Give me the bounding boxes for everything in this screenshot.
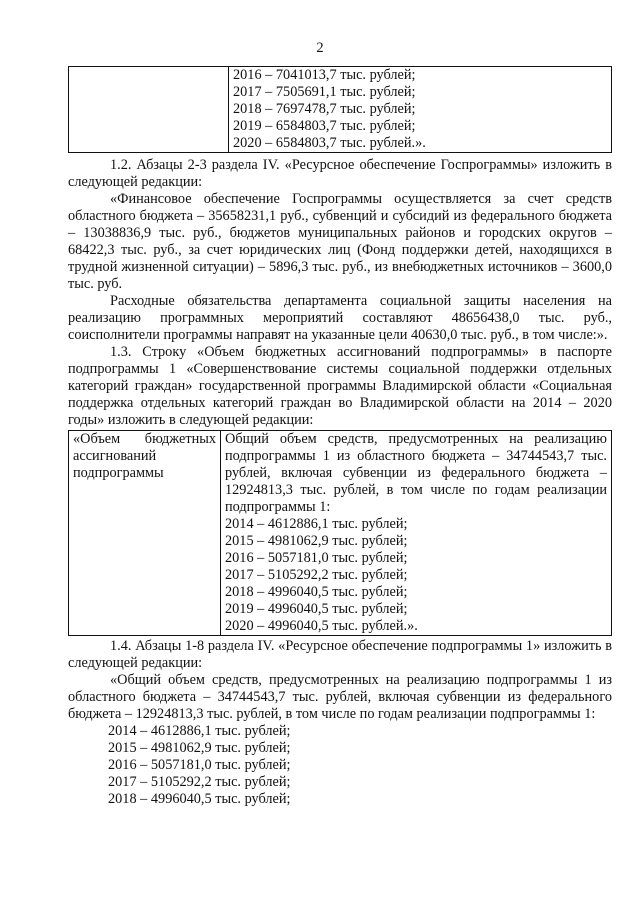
year-line: 2018 – 7697478,7 тыс. рублей;	[233, 101, 416, 117]
year-line: 2017 – 5105292,2 тыс. рублей;	[225, 567, 408, 583]
year-line: 2016 – 5057181,0 тыс. рублей;	[225, 550, 408, 566]
section-1-2-paragraph-1: «Финансовое обеспечение Госпрограммы осуществляется за счет средств областного бюджета – 35658231,1 руб., субвенций и субсидий из федерального бюджета – 13038836,9 тыс. руб., бюджетов муниципальных районов и городских округов – 68422,3 тыс. руб., за счет юридических лиц (Фонд поддержки детей, находящихся в трудной жизненной ситуации) – 5896,3 тыс. руб., из внебюджетных источников – 3600,0 тыс. руб.	[68, 191, 612, 292]
year-line: 2020 – 6584803,7 тыс. рублей.».	[233, 135, 426, 151]
year-line: 2015 – 4981062,9 тыс. рублей;	[108, 740, 291, 756]
year-line: 2018 – 4996040,5 тыс. рублей;	[108, 791, 291, 807]
funding-by-year-table-continuation	[68, 66, 612, 153]
year-line: 2015 – 4981062,9 тыс. рублей;	[225, 533, 408, 549]
year-line: 2017 – 5105292,2 тыс. рублей;	[108, 774, 291, 790]
section-1-4-years	[68, 723, 612, 808]
section-1-2-heading: 1.2. Абзацы 2-3 раздела IV. «Ресурсное обеспечение Госпрограммы» изложить в следующей редакции:	[68, 157, 612, 190]
section-1-4-paragraph: «Общий объем средств, предусмотренных на реализацию подпрограммы 1 из областного бюджета – 34744543,7 тыс. рублей, включая субвенции из федерального бюджета – 12924813,3 тыс. рублей, в том числе по годам реализации подпрограммы 1:	[68, 672, 612, 722]
empty-left-cell	[69, 67, 229, 153]
year-line: 2018 – 4996040,5 тыс. рублей;	[225, 584, 408, 600]
year-line: 2017 – 7505691,1 тыс. рублей;	[233, 84, 416, 100]
year-line: 2019 – 6584803,7 тыс. рублей;	[233, 118, 416, 134]
page-number: 2	[316, 40, 324, 56]
year-line: 2016 – 7041013,7 тыс. рублей;	[233, 67, 416, 83]
budget-value-cell	[221, 431, 612, 636]
section-1-2-paragraph-2: Расходные обязательства департамента социальной защиты населения на реализацию программных мероприятий составляют 48656438,0 тыс. руб., соисполнители программы направят на указанные цели 40630,0 тыс. руб., в том числе:».	[68, 293, 612, 343]
subprogram-budget-table	[68, 430, 612, 636]
year-line: 2014 – 4612886,1 тыс. рублей;	[108, 723, 291, 739]
section-1-3-heading: 1.3. Строку «Объем бюджетных ассигнований подпрограммы» в паспорте подпрограммы 1 «Совершенствование системы социальной поддержки отдельных категорий граждан» государственной программы Владимирской области «Социальная поддержка отдельных категорий граждан во Владимирской области на 2014 – 2020 годы» изложить в следующей редакции:	[68, 344, 612, 428]
year-line: 2016 – 5057181,0 тыс. рублей;	[108, 757, 291, 773]
budget-intro: Общий объем средств, предусмотренных на реализацию подпрограммы 1 из областного бюджета – 34744543,7 тыс. рублей, включая субвенции из федерального бюджета – 12924813,3 тыс. рублей, в том числе по годам реализации подпрограммы 1:	[225, 431, 607, 515]
section-1-4-heading: 1.4. Абзацы 1-8 раздела IV. «Ресурсное обеспечение подпрограммы 1» изложить в следующей редакции:	[68, 638, 612, 671]
document-body	[68, 157, 612, 808]
budget-label-cell: «Объем бюджетных ассигнований подпрограммы	[69, 431, 221, 636]
year-line: 2020 – 4996040,5 тыс. рублей.».	[225, 618, 418, 634]
funding-years-cell	[229, 67, 612, 153]
year-line: 2014 – 4612886,1 тыс. рублей;	[225, 516, 408, 532]
year-line: 2019 – 4996040,5 тыс. рублей;	[225, 601, 408, 617]
